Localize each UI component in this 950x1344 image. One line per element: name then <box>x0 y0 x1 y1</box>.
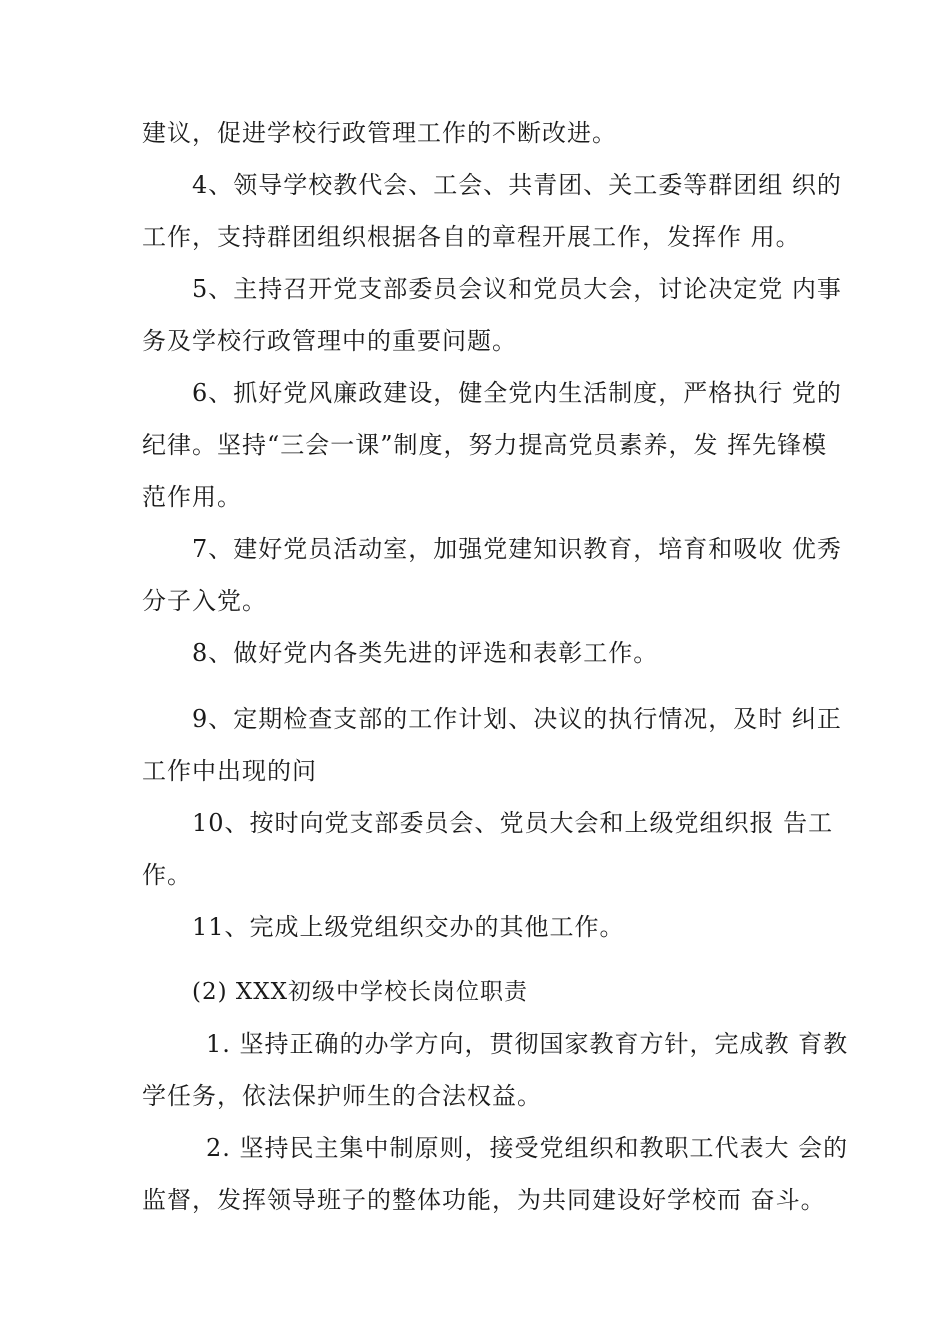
principal-item-1-line: 1. 坚持正确的办学方向，贯彻国家教育方针，完成教 育教 <box>206 1030 849 1058</box>
text-line: 纪律。坚持“三会一课”制度，努力提高党员素养，发 挥先锋模 <box>142 431 828 459</box>
item-7-line: 7、建好党员活动室，加强党建知识教育，培育和吸收 优秀 <box>192 535 842 563</box>
principal-item-2-line: 2. 坚持民主集中制原则，接受党组织和教职工代表大 会的 <box>206 1134 849 1162</box>
text-line: 作。 <box>142 861 192 889</box>
section-heading: (2) XXX初级中学校长岗位职责 <box>192 979 529 1005</box>
item-9-line: 9、定期检查支部的工作计划、决议的执行情况，及时 纠正 <box>192 705 842 733</box>
text-line: 建议，促进学校行政管理工作的不断改进。 <box>142 119 617 147</box>
text-line: 监督，发挥领导班子的整体功能，为共同建设好学校而 奋斗。 <box>142 1186 826 1214</box>
text-line: 范作用。 <box>142 483 242 511</box>
text-line: 分子入党。 <box>142 587 267 615</box>
text-line: 工作中出现的问 <box>142 757 317 785</box>
item-11-line: 11、完成上级党组织交办的其他工作。 <box>192 913 625 941</box>
item-10-line: 10、按时向党支部委员会、党员大会和上级党组织报 告工 <box>192 809 834 837</box>
item-8-line: 8、做好党内各类先进的评选和表彰工作。 <box>192 639 659 667</box>
item-6-line: 6、抓好党风廉政建设，健全党内生活制度，严格执行 党的 <box>192 379 842 407</box>
text-line: 务及学校行政管理中的重要问题。 <box>142 327 517 355</box>
item-5-line: 5、主持召开党支部委员会议和党员大会，讨论决定党 内事 <box>192 275 842 303</box>
text-line: 工作，支持群团组织根据各自的章程开展工作，发挥作 用。 <box>142 223 801 251</box>
item-4-line: 4、领导学校教代会、工会、共青团、关工委等群团组 织的 <box>192 171 842 199</box>
text-line: 学任务，依法保护师生的合法权益。 <box>142 1082 542 1110</box>
